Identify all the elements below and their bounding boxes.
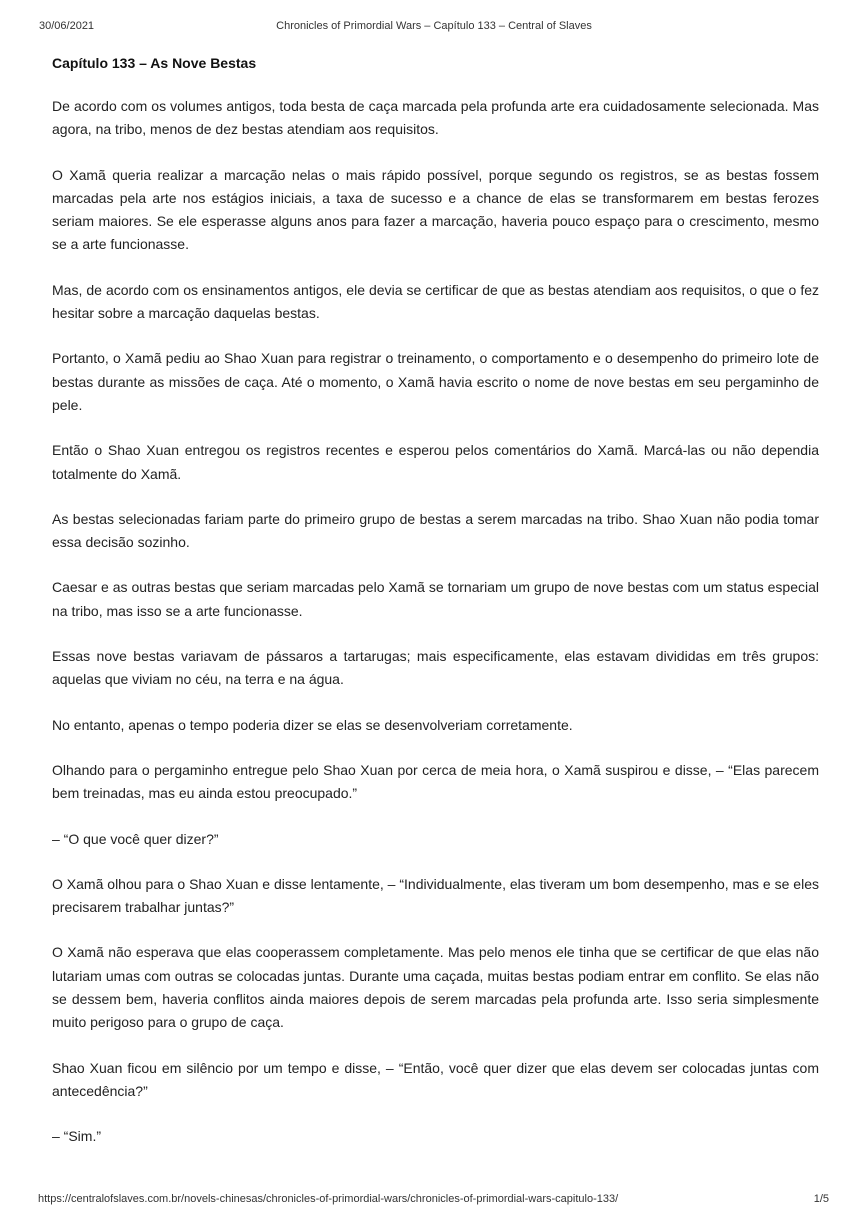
paragraph: Então o Shao Xuan entregou os registros recentes e esperou pelos comentários do Xamã. Marcá-las ou não dependia totalmente do Xamã. (52, 442, 819, 482)
paragraph: O Xamã olhou para o Shao Xuan e disse lentamente, – “Individualmente, elas tiveram um bom desempenho, mas e se eles precisarem trabalhar juntas?” (52, 875, 819, 916)
document-title: Chronicles of Primordial Wars – Capítulo 133 – Central of Slaves (276, 20, 592, 32)
paragraph: No entanto, apenas o tempo poderia dizer se elas se desenvolveriam corretamente. (52, 716, 573, 733)
page-number: 1/5 (813, 1193, 829, 1205)
paragraph: Mas, de acordo com os ensinamentos antigos, ele devia se certificar de que as bestas atendiam aos requisitos, o que o fez hesitar sobre a marcação daquelas bestas. (52, 281, 819, 322)
chapter-title: Capítulo 133 – As Nove Bestas (52, 55, 257, 71)
paragraph: Portanto, o Xamã pediu ao Shao Xuan para registrar o treinamento, o comportamento e o desempenho do primeiro lote de bestas durante as missões de caça. Até o momento, o Xamã havia escrito o nome de nove bestas em seu pergaminho de pele. (52, 350, 819, 413)
paragraph: – “Sim.” (52, 1128, 101, 1145)
source-url: https://centralofslaves.com.br/novels-chinesas/chronicles-of-primordial-wars/chronicles-of-primordial-wars-capitulo-133/ (38, 1193, 619, 1205)
paragraph: Shao Xuan ficou em silêncio por um tempo e disse, – “Então, você quer dizer que elas devem ser colocadas juntas com antecedência?” (52, 1059, 819, 1099)
paragraph: O Xamã não esperava que elas cooperassem completamente. Mas pelo menos ele tinha que se certificar de que elas não lutariam umas com outras se colocadas juntas. Durante uma caçada, muitas bestas podiam entrar em conflito. Se elas não se dessem bem, haveria conflitos ainda maiores depois de serem marcadas pela profunda arte. Isso seria simplesmente muito perigoso para o grupo de caça. (52, 944, 819, 1031)
paragraph: O Xamã queria realizar a marcação nelas o mais rápido possível, porque segundo os registros, se as bestas fossem marcadas pela arte nos estágios iniciais, a taxa de sucesso e a chance de elas se transformarem em bestas ferozes seriam maiores. Se ele esperasse alguns anos para fazer a marcação, haveria pouco espaço para o crescimento, mesmo se a arte funcionasse. (52, 166, 819, 253)
paragraph: Essas nove bestas variavam de pássaros a tartarugas; mais especificamente, elas estavam divididas em três grupos: aquelas que viviam no céu, na terra e na água. (52, 648, 819, 688)
paragraph: De acordo com os volumes antigos, toda besta de caça marcada pela profunda arte era cuidadosamente selecionada. Mas agora, na tribo, menos de dez bestas atendiam aos requisitos. (52, 98, 819, 138)
paragraph: – “O que você quer dizer?” (52, 830, 219, 847)
paragraph: Caesar e as outras bestas que seriam marcadas pelo Xamã se tornariam um grupo de nove bestas com um status especial na tribo, mas isso se a arte funcionasse. (52, 579, 819, 619)
chapter-content (52, 54, 819, 1171)
paragraph: Olhando para o pergaminho entregue pelo Shao Xuan por cerca de meia hora, o Xamã suspirou e disse, – “Elas parecem bem treinadas, mas eu ainda estou preocupado.” (52, 761, 819, 802)
page-footer (0, 1193, 868, 1209)
page-header (0, 20, 868, 36)
print-date: 30/06/2021 (39, 20, 95, 32)
paragraph: As bestas selecionadas fariam parte do primeiro grupo de bestas a serem marcadas na tribo. Shao Xuan não podia tomar essa decisão sozinho. (52, 510, 819, 551)
